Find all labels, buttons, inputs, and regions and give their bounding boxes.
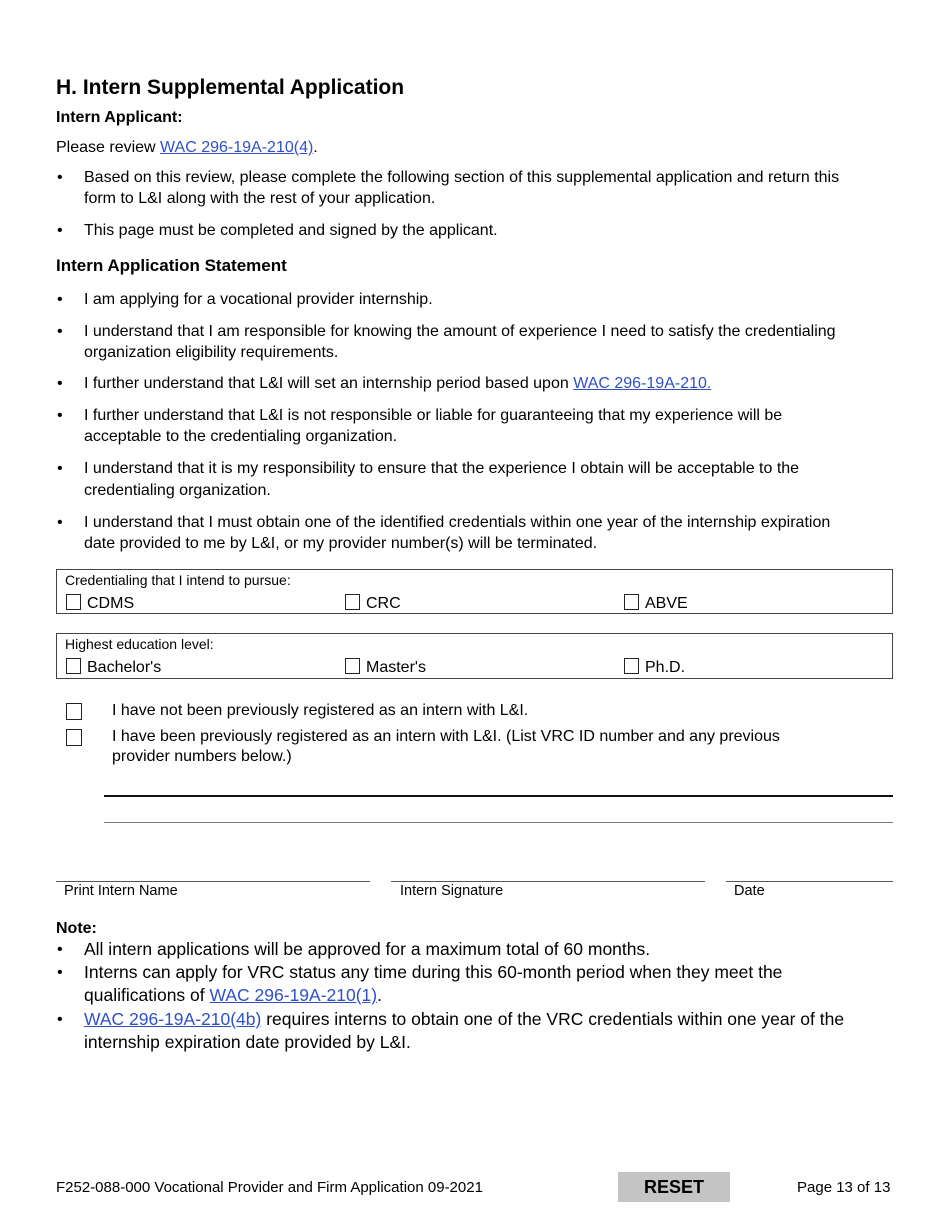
option-label: Bachelor's bbox=[87, 659, 162, 676]
statement: I understand that I am responsible for knowing the amount of experience I need to satisfy the credentialing bbox=[84, 323, 836, 340]
statement-cont: credentialing organization. bbox=[84, 482, 271, 499]
statement: I understand that I must obtain one of the identified credentials within one year of the internship expiration bbox=[84, 514, 831, 531]
education-label: Highest education level: bbox=[65, 636, 214, 652]
bullet-icon: • bbox=[57, 323, 63, 340]
cdms-checkbox[interactable] bbox=[66, 594, 81, 610]
note-item-cont: internship expiration date provided by L&I. bbox=[84, 1032, 411, 1052]
note-item: Interns can apply for VRC status any time during this 60-month period when they meet the bbox=[84, 962, 783, 982]
masters-checkbox[interactable] bbox=[345, 658, 360, 674]
intro-bullet-cont: form to L&I along with the rest of your application. bbox=[84, 190, 436, 207]
cdms-option[interactable] bbox=[66, 594, 134, 612]
bullet-icon: • bbox=[57, 964, 63, 981]
statement-cont: date provided to me by L&I, or my provider number(s) will be terminated. bbox=[84, 535, 598, 552]
abve-checkbox[interactable] bbox=[624, 594, 639, 610]
bullet-icon: • bbox=[57, 222, 63, 239]
registered-label-cont: provider numbers below.) bbox=[112, 748, 292, 765]
date-label: Date bbox=[734, 883, 765, 899]
signature-label: Intern Signature bbox=[400, 883, 504, 899]
form-id: F252-088-000 Vocational Provider and Firm Application 09-2021 bbox=[56, 1179, 483, 1196]
bullet-icon: • bbox=[57, 460, 63, 477]
statement: I further understand that L&I is not responsible or liable for guaranteeing that my experience will be bbox=[84, 407, 783, 424]
note-item bbox=[84, 1011, 844, 1029]
period: . bbox=[377, 985, 382, 1005]
credentialing-box bbox=[56, 569, 893, 614]
credentialing-label: Credentialing that I intend to pursue: bbox=[65, 572, 291, 588]
bachelors-option[interactable] bbox=[66, 658, 161, 676]
date-line[interactable] bbox=[726, 881, 893, 882]
bachelors-checkbox[interactable] bbox=[66, 658, 81, 674]
print-name-line[interactable] bbox=[56, 881, 370, 882]
statement: I understand that it is my responsibility to ensure that the experience I obtain will be acceptable to the bbox=[84, 460, 800, 477]
phd-option[interactable] bbox=[624, 658, 685, 676]
option-label: CDMS bbox=[87, 595, 135, 612]
bullet-icon: • bbox=[57, 407, 63, 424]
wac-210-1-link[interactable]: WAC 296-19A-210(1) bbox=[209, 985, 378, 1005]
abve-option[interactable] bbox=[624, 594, 688, 612]
reset-button[interactable]: RESET bbox=[618, 1172, 730, 1202]
page-number: Page 13 of 13 bbox=[797, 1179, 891, 1196]
registered-checkbox[interactable] bbox=[66, 729, 82, 746]
note-item: All intern applications will be approved for a maximum total of 60 months. bbox=[84, 939, 651, 959]
period: . bbox=[313, 139, 318, 156]
review-text: Please review bbox=[56, 139, 161, 156]
masters-option[interactable] bbox=[345, 658, 426, 676]
review-line bbox=[56, 140, 318, 156]
bullet-icon: • bbox=[57, 514, 63, 531]
wac-210-link[interactable]: WAC 296-19A-210. bbox=[573, 375, 712, 392]
phd-checkbox[interactable] bbox=[624, 658, 639, 674]
note-text: requires interns to obtain one of the VRC credentials within one year of the bbox=[261, 1009, 845, 1029]
registered-label: I have been previously registered as an intern with L&I. (List VRC ID number and any previous bbox=[112, 728, 780, 745]
provider-numbers-line-1[interactable] bbox=[104, 795, 893, 797]
intro-bullet: Based on this review, please complete the following section of this supplemental application and return this bbox=[84, 169, 840, 186]
provider-numbers-line-2[interactable] bbox=[104, 822, 893, 823]
not-registered-label: I have not been previously registered as an intern with L&I. bbox=[112, 702, 529, 719]
bullet-icon: • bbox=[57, 375, 63, 392]
crc-option[interactable] bbox=[345, 594, 401, 612]
bullet-icon: • bbox=[57, 941, 63, 958]
note-text: qualifications of bbox=[84, 985, 210, 1005]
statement-cont: acceptable to the credentialing organization. bbox=[84, 428, 398, 445]
signature-line[interactable] bbox=[391, 881, 705, 882]
not-registered-checkbox[interactable] bbox=[66, 703, 82, 720]
applicant-heading: Intern Applicant: bbox=[56, 109, 183, 126]
note-heading: Note: bbox=[56, 920, 97, 937]
option-label: Ph.D. bbox=[645, 659, 686, 676]
statement-heading: Intern Application Statement bbox=[56, 256, 287, 275]
statement-text: I further understand that L&I will set an internship period based upon bbox=[84, 375, 574, 392]
page-title: H. Intern Supplemental Application bbox=[56, 76, 405, 99]
crc-checkbox[interactable] bbox=[345, 594, 360, 610]
wac-210-4b-link[interactable]: WAC 296-19A-210(4b) bbox=[84, 1009, 262, 1029]
option-label: Master's bbox=[366, 659, 426, 676]
statement bbox=[84, 376, 711, 392]
bullet-icon: • bbox=[57, 291, 63, 308]
option-label: ABVE bbox=[645, 595, 688, 612]
note-item-cont bbox=[84, 987, 382, 1005]
wac-210-4-link[interactable]: WAC 296-19A-210(4) bbox=[160, 139, 314, 156]
option-label: CRC bbox=[366, 595, 401, 612]
bullet-icon: • bbox=[57, 1011, 63, 1028]
bullet-icon: • bbox=[57, 169, 63, 186]
statement-cont: organization eligibility requirements. bbox=[84, 344, 339, 361]
education-box bbox=[56, 633, 893, 679]
intro-bullet: This page must be completed and signed by the applicant. bbox=[84, 222, 498, 239]
statement: I am applying for a vocational provider internship. bbox=[84, 291, 433, 308]
print-name-label: Print Intern Name bbox=[64, 883, 178, 899]
